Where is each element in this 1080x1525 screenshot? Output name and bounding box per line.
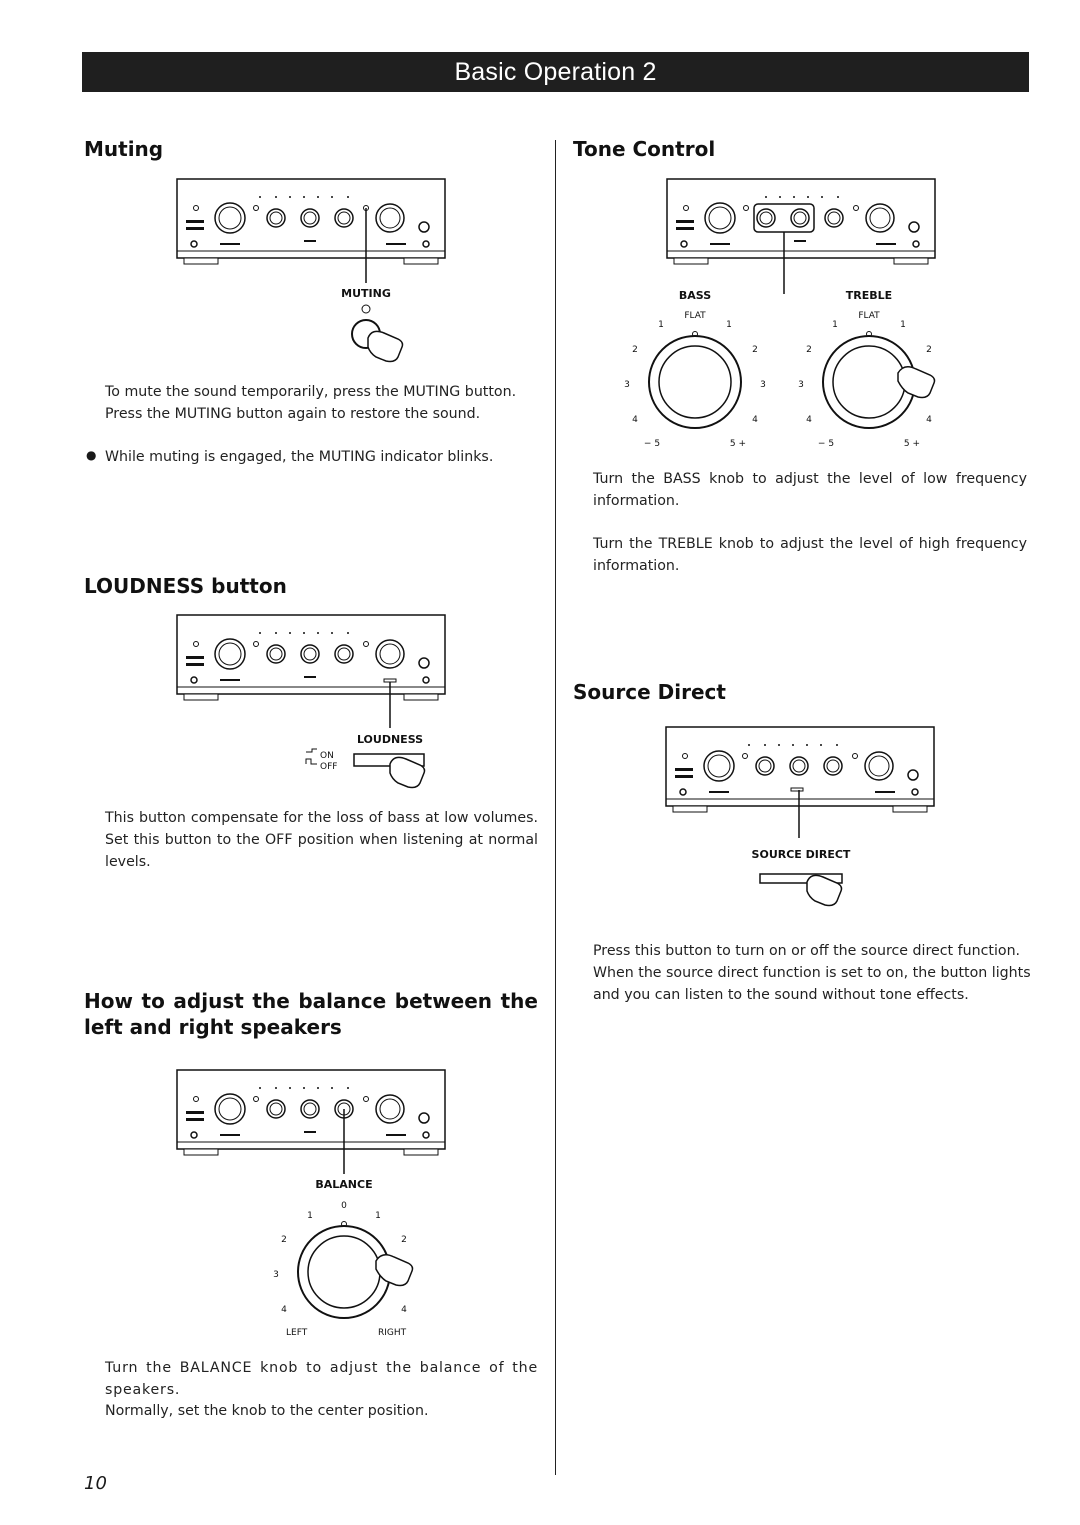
muting-heading: Muting: [84, 137, 164, 161]
bass-scale-4-left: 4: [632, 415, 638, 425]
balance-scale-1-right: 1: [375, 1211, 381, 1221]
balance-left-label: LEFT: [286, 1328, 308, 1338]
bass-label: BASS: [678, 289, 712, 302]
loudness-button-label: LOUDNESS: [356, 733, 424, 746]
treble-description: Turn the TREBLE knob to adjust the level of high frequency information.: [593, 536, 1027, 574]
treble-scale-plus5: 5 +: [903, 439, 921, 449]
balance-scale-2-left: 2: [281, 1235, 287, 1245]
page-number: 10: [84, 1473, 107, 1494]
muting-amplifier-illustration: [176, 178, 446, 378]
bass-scale-3-left: 3: [624, 380, 630, 390]
balance-scale-4-left: 4: [281, 1305, 287, 1315]
loudness-text: This button compensate for the loss of bass at low volumes. Set this button to the OFF position when listening at normal levels.: [105, 810, 538, 870]
loudness-amplifier-illustration: [176, 614, 446, 804]
treble-flat-label: FLAT: [858, 311, 880, 321]
source-direct-text-3: and you can listen to the sound without tone effects.: [593, 987, 969, 1003]
treble-label: TREBLE: [845, 289, 893, 302]
muting-text-line2: Press the MUTING button again to restore the sound.: [105, 406, 481, 422]
bass-scale-1-right: 1: [726, 320, 732, 330]
muting-bullet-text: While muting is engaged, the MUTING indicator blinks.: [105, 449, 494, 465]
treble-scale-1-right: 1: [900, 320, 906, 330]
balance-scale-4-right: 4: [401, 1305, 407, 1315]
loudness-on-label: ON: [320, 751, 334, 761]
tone-control-heading: Tone Control: [573, 137, 716, 161]
balance-text-1: Turn the BALANCE knob to adjust the balance of the speakers.: [105, 1360, 538, 1398]
balance-scale-2-right: 2: [401, 1235, 407, 1245]
source-direct-text-2: When the source direct function is set to on, the button lights: [593, 965, 1031, 981]
balance-heading: How to adjust the balance between the left and right speakers: [84, 989, 538, 1039]
muting-button-label: MUTING: [341, 287, 391, 300]
bass-scale-minus5: − 5: [643, 439, 661, 449]
balance-amplifier-illustration: [176, 1069, 446, 1344]
treble-scale-1-left: 1: [832, 320, 838, 330]
balance-text-2: Normally, set the knob to the center position.: [105, 1403, 429, 1419]
treble-scale-4-right: 4: [926, 415, 932, 425]
bass-scale-1-left: 1: [658, 320, 664, 330]
treble-scale-4-left: 4: [806, 415, 812, 425]
balance-knob-label: BALANCE: [315, 1178, 373, 1191]
bullet-icon: ●: [86, 448, 97, 462]
treble-scale-minus5: − 5: [817, 439, 835, 449]
loudness-off-label: OFF: [320, 762, 338, 772]
balance-right-label: RIGHT: [378, 1328, 407, 1338]
bass-scale-4-right: 4: [752, 415, 758, 425]
bass-scale-3-right: 3: [760, 380, 766, 390]
treble-scale-3-left: 3: [798, 380, 804, 390]
bass-flat-label: FLAT: [684, 311, 706, 321]
bass-description: Turn the BASS knob to adjust the level of low frequency information.: [593, 471, 1027, 509]
source-direct-illustration: [665, 726, 935, 921]
source-direct-button-label: SOURCE DIRECT: [751, 848, 851, 861]
source-direct-text-1: Press this button to turn on or off the source direct function.: [593, 943, 1021, 959]
balance-scale-0: 0: [341, 1201, 347, 1211]
muting-text-line1: To mute the sound temporarily, press the MUTING button.: [105, 384, 517, 400]
page-title: Basic Operation 2: [454, 57, 657, 86]
treble-scale-2-right: 2: [926, 345, 932, 355]
column-divider: [555, 140, 556, 1475]
source-direct-heading: Source Direct: [573, 680, 726, 704]
loudness-heading: LOUDNESS button: [84, 574, 287, 598]
balance-scale-1-left: 1: [307, 1211, 313, 1221]
balance-scale-3-left: 3: [273, 1270, 279, 1280]
header-bar: [82, 52, 1029, 92]
bass-scale-2-left: 2: [632, 345, 638, 355]
tone-control-illustration: [616, 178, 956, 458]
bass-scale-2-right: 2: [752, 345, 758, 355]
treble-scale-2-left: 2: [806, 345, 812, 355]
bass-scale-plus5: 5 +: [729, 439, 747, 449]
